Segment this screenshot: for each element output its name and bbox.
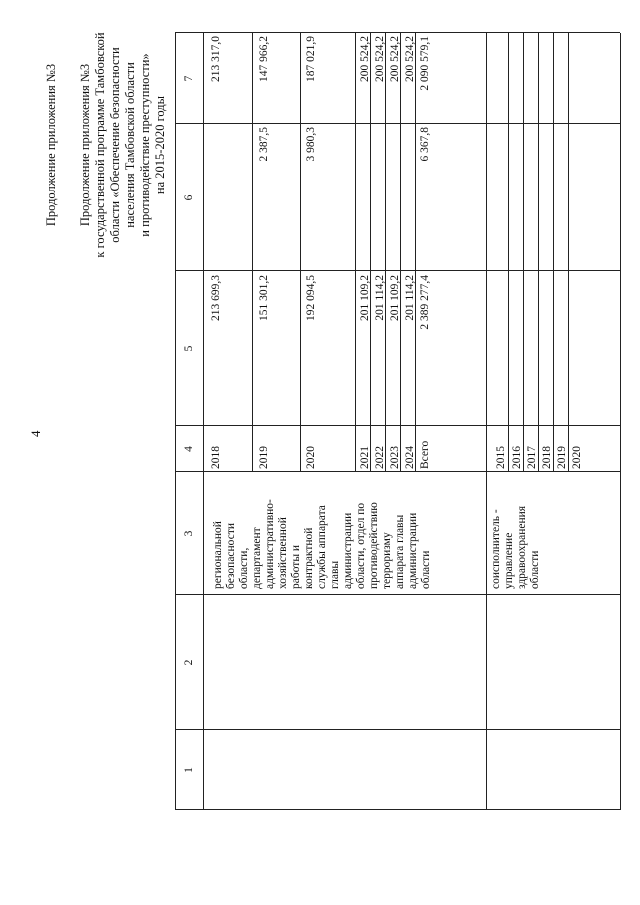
row-divider (300, 33, 301, 472)
cell-year: 2024 (404, 446, 416, 469)
table-border-top (175, 33, 176, 810)
cell-year: 2020 (571, 446, 583, 469)
appendix-line-6: на 2015-2020 годы (153, 95, 167, 195)
cell-col5: 6 367,8 (419, 127, 431, 162)
continuation-title: Продолжение приложения №3 (44, 63, 58, 227)
executor-block-2: соисполнитель - управление здравоохранения области (490, 505, 541, 589)
appendix-line-3: области «Обеспечение безопасности (108, 47, 122, 243)
col-header-3: 3 (183, 530, 195, 537)
page-number: 4 (28, 430, 43, 437)
cell-col6: 213 317,0 (210, 36, 222, 82)
cell-col4: 201 114,2 (404, 275, 416, 321)
cell-year: 2015 (495, 446, 507, 469)
appendix-line-1: Продолжение приложения №3 (78, 63, 92, 227)
row-divider (508, 33, 509, 472)
col-header-1: 1 (183, 767, 195, 773)
cell-year: Всего (419, 440, 431, 469)
cell-year: 2017 (526, 446, 538, 469)
cell-year: 2023 (389, 446, 401, 469)
cell-col6: 200 524,2 (359, 36, 371, 82)
row-divider (568, 33, 569, 472)
cell-col6: 200 524,2 (389, 36, 401, 82)
cell-col5: 2 387,5 (258, 127, 270, 162)
table-border-bottom (620, 33, 621, 810)
cell-year: 2018 (210, 446, 222, 469)
cell-col6: 2 090 579,1 (419, 36, 431, 91)
cell-year: 2018 (541, 446, 553, 469)
executor-block-1: региональной безопасности области, департамент административно- хозяйственной работы и контрактной службы аппарата главы администрации области, отдел по противодействию терроризму аппарата главы администрации области (212, 499, 432, 589)
cell-col6: 200 524,2 (404, 36, 416, 82)
cell-col4: 151 301,2 (258, 275, 270, 321)
cell-col5: 3 980,3 (305, 127, 317, 162)
cell-col4: 2 389 277,4 (419, 275, 431, 330)
row-divider (355, 33, 356, 472)
block-divider (486, 33, 487, 810)
row-divider (523, 33, 524, 472)
cell-year: 2019 (258, 446, 270, 469)
col-sep-2-3 (175, 594, 620, 595)
col-header-6: 6 (183, 194, 195, 201)
cell-col4: 201 109,2 (359, 275, 371, 321)
cell-year: 2021 (359, 446, 371, 469)
cell-col6: 147 966,2 (258, 36, 270, 82)
cell-year: 2016 (511, 446, 523, 469)
table-border-left (175, 809, 620, 810)
cell-col6: 187 021,9 (305, 36, 317, 82)
cell-year: 2019 (556, 446, 568, 469)
cell-col4: 201 114,2 (374, 275, 386, 321)
appendix-line-5: и противодействие преступности» (138, 53, 152, 237)
appendix-line-2: к государственной программе Тамбовской (93, 32, 107, 258)
col-sep-1-2 (175, 729, 620, 730)
cell-col4: 213 699,3 (210, 275, 222, 321)
header-separator (203, 33, 204, 810)
cell-col4: 201 109,2 (389, 275, 401, 321)
row-divider (553, 33, 554, 472)
col-header-4: 4 (183, 446, 195, 452)
cell-col4: 192 094,5 (305, 275, 317, 321)
cell-year: 2022 (374, 446, 386, 469)
col-header-5: 5 (183, 345, 195, 352)
appendix-line-4: населения Тамбовской области (123, 62, 137, 228)
col-header-2: 2 (183, 659, 195, 666)
cell-year: 2020 (305, 446, 317, 469)
cell-col6: 200 524,2 (374, 36, 386, 82)
row-divider (538, 33, 539, 472)
col-header-7: 7 (183, 75, 195, 82)
row-divider (252, 33, 253, 472)
